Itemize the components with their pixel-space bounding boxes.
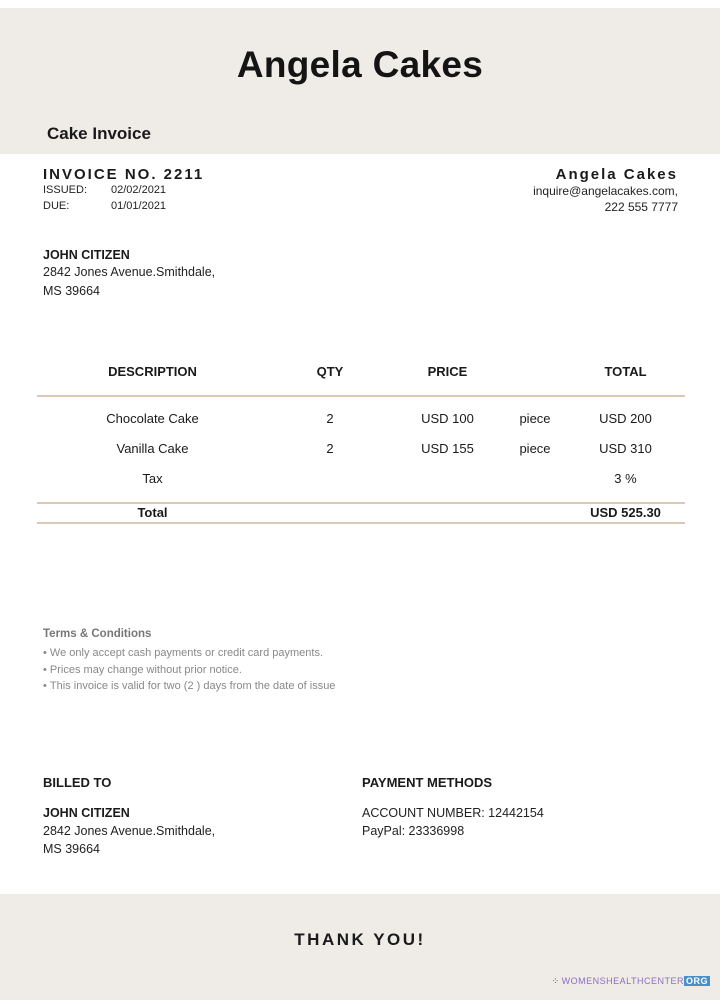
billed-to-heading: BILLED TO bbox=[43, 775, 112, 790]
total-value: USD 525.30 bbox=[590, 505, 661, 520]
table-rule-mid bbox=[37, 502, 685, 504]
watermark-text: WOMENSHEALTHCENTER bbox=[561, 976, 684, 986]
company-phone: 222 555 7777 bbox=[604, 200, 678, 214]
row-price: USD 100 bbox=[421, 411, 474, 426]
row-description: Chocolate Cake bbox=[106, 411, 199, 426]
table-rule-bottom bbox=[37, 522, 685, 524]
row-unit: piece bbox=[519, 441, 551, 456]
row-qty: 2 bbox=[326, 441, 334, 456]
watermark-org: ORG bbox=[685, 976, 708, 986]
table-rule-top bbox=[37, 395, 685, 397]
header-total: TOTAL bbox=[604, 364, 647, 379]
billed-to-address-line1: 2842 Jones Avenue.Smithdale, bbox=[43, 824, 216, 838]
issued-row bbox=[43, 184, 167, 196]
invoice-number: INVOICE NO. 2211 bbox=[43, 166, 205, 183]
total-label: Total bbox=[137, 505, 168, 520]
due-label: DUE: bbox=[43, 200, 70, 212]
row-total: USD 310 bbox=[599, 441, 652, 456]
row-total: USD 200 bbox=[599, 411, 652, 426]
billed-to-name: JOHN CITIZEN bbox=[43, 806, 130, 820]
row-price: USD 155 bbox=[421, 441, 474, 456]
customer-address-line1: 2842 Jones Avenue.Smithdale, bbox=[43, 265, 216, 279]
thank-you-text: THANK YOU! bbox=[294, 930, 426, 949]
account-number: ACCOUNT NUMBER: 12442154 bbox=[362, 806, 544, 820]
watermark bbox=[552, 976, 710, 987]
company-name: Angela Cakes bbox=[555, 166, 678, 183]
terms-item: • This invoice is valid for two (2 ) days from the date of issue bbox=[43, 678, 335, 695]
row-unit: piece bbox=[519, 411, 551, 426]
due-row bbox=[43, 200, 167, 212]
customer-name: JOHN CITIZEN bbox=[43, 248, 130, 262]
issued-value: 02/02/2021 bbox=[111, 184, 167, 196]
customer-address-line2: MS 39664 bbox=[43, 284, 100, 298]
terms-list bbox=[43, 645, 335, 695]
billed-to-address-line2: MS 39664 bbox=[43, 842, 100, 856]
brand-title: Angela Cakes bbox=[236, 44, 484, 85]
row-description: Tax bbox=[142, 471, 163, 486]
terms-item: • Prices may change without prior notice. bbox=[43, 662, 335, 679]
document-subtitle: Cake Invoice bbox=[47, 124, 151, 143]
row-total: 3 % bbox=[614, 471, 637, 486]
terms-item: • We only accept cash payments or credit card payments. bbox=[43, 645, 335, 662]
terms-title: Terms & Conditions bbox=[43, 628, 152, 640]
issued-label: ISSUED: bbox=[43, 184, 88, 196]
due-value: 01/01/2021 bbox=[111, 200, 167, 212]
company-email: inquire@angelacakes.com, bbox=[533, 184, 678, 198]
row-description: Vanilla Cake bbox=[116, 441, 189, 456]
watermark-dots-icon: ⁘ bbox=[551, 976, 560, 986]
header-qty: QTY bbox=[316, 364, 344, 379]
header-description: DESCRIPTION bbox=[108, 364, 197, 379]
payment-methods-heading: PAYMENT METHODS bbox=[362, 775, 493, 790]
paypal-id: PayPal: 23336998 bbox=[362, 824, 465, 838]
row-qty: 2 bbox=[326, 411, 334, 426]
header-price: PRICE bbox=[427, 364, 468, 379]
